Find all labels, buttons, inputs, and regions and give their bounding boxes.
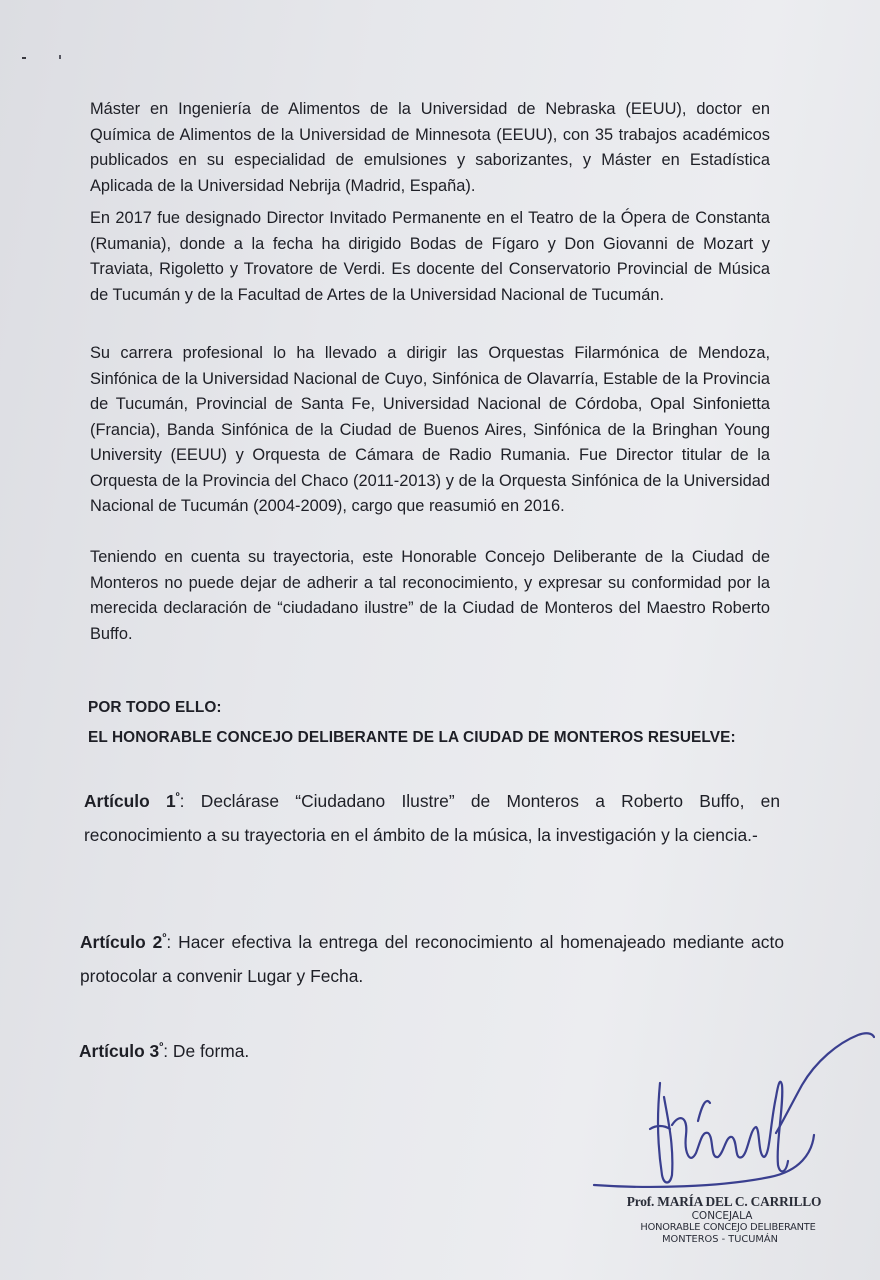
heading-por-todo-ello: POR TODO ELLO:: [88, 699, 222, 716]
article-3-ordinal: º: [159, 1041, 164, 1054]
article-2: [80, 925, 784, 993]
paragraph-career: Su carrera profesional lo ha llevado a dirigir las Orquestas Filarmónica de Mendoza, Sinfónica de la Universidad Nacional de Cuyo, Sinfónica de Olavarría, Estable de la Provincia de Tucumán, Provincial de Santa Fe, Universidad Nacional de Córdoba, Opal Sinfonietta (Francia), Banda Sinfónica de la Ciudad de Buenos Aires, Sinfónica de la Bringhan Young University (EEUU) y Orquesta de Cámara de Radio Rumania. Fue Director titular de la Orquesta de la Provincia del Chaco (2011-2013) y de la Orquesta Sinfónica de la Universidad Nacional de Tucumán (2004-2009), cargo que reasumió en 2016.: [90, 344, 770, 515]
paragraph-credentials: Máster en Ingeniería de Alimentos de la Universidad de Nebraska (EEUU), doctor en Química de Alimentos de la Universidad de Minnesota (EEUU), con 35 trabajos académicos publicados en su especialidad de emulsiones y saborizantes, y Máster en Estadística Aplicada de la Universidad Nebrija (Madrid, España).: [90, 100, 770, 195]
article-1-label-text: Artículo 1: [84, 791, 176, 811]
paragraph-consideration: Teniendo en cuenta su trayectoria, este Honorable Concejo Deliberante de la Ciudad de Monteros no puede dejar de adherir a tal reconocimiento, y expresar su conformidad por la merecida declaración de “ciudadano ilustre” de la Ciudad de Monteros del Maestro Roberto Buffo.: [90, 548, 770, 643]
stamp-name: Prof. MARÍA DEL C. CARRILLO: [626, 1194, 822, 1209]
stamp-place: MONTEROS - TUCUMÁN: [662, 1234, 778, 1245]
official-stamp: [600, 1194, 860, 1246]
handwritten-signature: [590, 1025, 875, 1205]
article-1-text: : Declárase “Ciudadano Ilustre” de Monteros a Roberto Buffo, en reconocimiento a su trayectoria en el ámbito de la música, la investigación y la ciencia.-: [84, 791, 781, 845]
article-3-label-text: Artículo 3: [79, 1041, 160, 1061]
paper-speck-marks: [20, 52, 70, 64]
article-2-ordinal: º: [162, 932, 167, 945]
article-3: [79, 1034, 579, 1068]
article-3-text: : De forma.: [163, 1041, 250, 1061]
article-1-ordinal: º: [175, 791, 180, 804]
article-2-label-text: Artículo 2: [80, 932, 163, 952]
heading-resuelve: EL HONORABLE CONCEJO DELIBERANTE DE LA CIUDAD DE MONTEROS RESUELVE:: [88, 729, 736, 746]
article-2-text: : Hacer efectiva la entrega del reconocimiento al homenajeado mediante acto protocolar a convenir Lugar y Fecha.: [80, 932, 784, 986]
paragraph-opera-appointment: En 2017 fue designado Director Invitado Permanente en el Teatro de la Ópera de Constanta (Rumania), donde a la fecha ha dirigido Bodas de Fígaro y Don Giovanni de Mozart y Traviata, Rigoletto y Trovatore de Verdi. Es docente del Conservatorio Provincial de Música de Tucumán y de la Facultad de Artes de la Universidad Nacional de Tucumán.: [90, 209, 770, 304]
article-1: [84, 784, 780, 852]
article-2-label: [80, 932, 166, 952]
stamp-role: CONCEJALA: [691, 1210, 753, 1222]
stamp-org: HONORABLE CONCEJO DELIBERANTE: [640, 1222, 816, 1233]
article-1-label: [84, 791, 180, 811]
article-3-label: [79, 1041, 163, 1061]
